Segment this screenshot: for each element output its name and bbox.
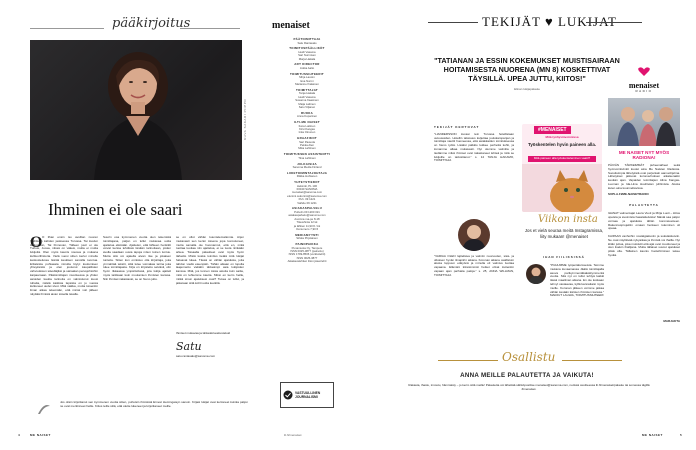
footer-note: [60, 401, 248, 409]
masthead-section: [276, 163, 338, 170]
ihan-title: IHAN FIILIKSISSÄ: [543, 255, 585, 259]
body-column-3: se on ollut vähän kuuntelemattomia. Arjen mukavasti sen kertoi toisena jopa korostuneet, mutta samalla ole huomannut, että en, mikä tuottaa tuottaa niin ajattelua, ei se tuota niinkään arkea. Toisaalta palautteet ovat myös hyvin tärkeitä. Mistä koska toimitus tietää mitä lukijat haluavat lukea. Tässä on vähän ajatuksia, joita tahdon viedä eteenpäin. Tähän aikaan on lopulta laajennettu vieläkin tärkeämpi asia lukijoiden kanssa. Mitä, jos tunnen toisia asioita kuin saitte, mitä on lehtemme kautta. Miksi en kerro heille, mitkä sinun ajatuksesi ovat? Tukea on tullut, ja jatketaan siitä kohti uutta kevättä.: [176, 236, 244, 285]
osallistu-title: Osallistu: [502, 350, 556, 364]
masthead-footer-url: ilt.fi/menaiset: [284, 433, 302, 437]
header-rule-right: [586, 22, 642, 23]
tekijat-column: [434, 126, 514, 327]
brand-right: ME NAISET: [642, 433, 663, 437]
radio-photo: [608, 98, 680, 146]
masthead-section-line: ISSN 0025-3877: [296, 255, 318, 260]
radio-logo-sub: RADIO: [635, 89, 653, 93]
footer-note-text: Jos olisin kirjoittanut sen kymmenen vuotta sitten, puhuisin ihmisistä Ernest Hemingwayn sanoin. Kirjasi lukijat ovat kertoneet kuinka paljon ne ovat merkinneet heille. Kiitos teille siitä, että olette lukeneet ja kirjoittaneet meille.: [60, 400, 248, 408]
masthead-section-line: Vaihde 09 1221: [297, 200, 317, 205]
radio-title: ME NAISET NYT MYÖS RADIONA!: [618, 149, 670, 161]
masthead-section-line: Susanna Kaasinen: [295, 98, 319, 103]
masthead-section-line: ISSN 1799-8506 (verkkolehti): [288, 252, 326, 257]
hashtag-sub: Mitä työhyvinvoinnissa: [545, 135, 579, 139]
left-page: [0, 0, 270, 450]
badge-label: VASTUULLINEN JOURNALISMI: [295, 391, 321, 399]
masthead-section-label: LIIKETOIMINTAJOHTAJA: [286, 170, 328, 175]
masthead-section: [276, 47, 338, 61]
masthead-section-line: Tilaushinta 12 kk: [296, 220, 318, 225]
page-number-left: 4: [18, 433, 20, 437]
masthead-logo: menaiset: [272, 20, 310, 31]
masthead-section: [276, 121, 338, 135]
masthead-section-label: YHTEYSTIEDOT: [294, 180, 320, 185]
masthead-section: [276, 243, 338, 264]
masthead-section-line: Sirkka Pirjolainen: [296, 236, 318, 241]
masthead-section-line: Satu Rantasalo: [297, 40, 317, 45]
masthead-column: [270, 0, 340, 450]
ihan-body: "PUHUMME työperäkursseista. Teimme mukana kuvaamassa Jäätä toimittajalla asuva parikymmentäkaksikymmentä vuotta. Sitä nyt on tullut tehtyä kaikki tässä maailman aikana. En ole koskaan tehnyt vastaavaa, kyllä kannattaisi myös muille. Koronan jälkeen voimme jatkaa vähän kesään kärsien ihmisten kanssa." MARJUT LAUHIA, TOIMITUSSIHTEERI: [550, 264, 604, 298]
masthead-section-line: Avoinna ma-pe 8-18: [294, 216, 320, 221]
masthead-section-line: Riikka Huhtanen: [296, 174, 318, 179]
masthead-section: [276, 63, 338, 70]
viikon-insta-body: Jos et vielä seuraa meitä Instagramissa, liity mukaan! @menaiset: [524, 228, 604, 239]
masthead-section: [276, 38, 338, 45]
responsible-journalism-badge: [280, 382, 334, 408]
masthead-section-label: JULKAISIJA: [297, 161, 317, 166]
heading-divider: [30, 28, 104, 29]
masthead-section-line: Marianne Ihalainen: [295, 82, 319, 87]
person-quote: "VAIRAA OLEN lajiteltava ja valmiin nuoruuden, sisä- ja ulkoisen hyvän ilmapiirin aikana. Koronan aikana osallistuin alusta loppuun etätyönä ja minulla oli valmius luottaa vapaana. Elämäni kiireisimmät hetket olivat kuitenkin vapaan ajan parhaita paloja." s. 25, ANNA WILLMAN, TOIMITTAJA: [434, 254, 514, 277]
masthead-section: [276, 73, 338, 87]
masthead-section-line: Ilona Laitinen: [298, 123, 316, 128]
masthead-section-line: Irtonumero 7,90 €: [295, 227, 319, 231]
editor-portrait-photo: [30, 40, 242, 180]
heading-divider-right: [180, 28, 240, 29]
signature: Satu: [176, 339, 202, 353]
reader-quote: "TATIANAN JA ESSIN KOKEMUKSET MUISTISAIRAAN HOITAMISESTA NUORENA (MN 8) KOSKETTIVAT TÄYSILLÄ. UPEA JUTTU, KIITOS!": [434, 56, 620, 84]
viikon-insta-title: Viikon insta: [538, 214, 598, 225]
osallistu-rule-right: [562, 360, 622, 361]
masthead-section-line: Inka Oinonen: [298, 130, 316, 135]
brand-left: ME NAISET: [30, 433, 51, 437]
cat-photo: [522, 164, 602, 212]
sign-off: Ihmiset mukavaa ja tärkeää keskustelua!: [176, 331, 231, 335]
radio-body: PÄIVÄN TÄRKEIMMÄT puheenaiheet sekä hyvinvointivinkit kuulet aina Me Naisten Radiosta. Suosituimpia lähetyksiä ovat perjantain aamuohjelma. Lähetykset jatkuvat koronaviruksen aikaisenakin kevään ajan. Vapaiden toimittajien Alina Kangas-Luoman ja Ida-Liina Huuhtelan juhlimista. Alusta kuten aina kuunneltavissa.: [608, 162, 680, 190]
masthead-section-line: Puh. 09 1221: [298, 197, 316, 202]
radio-author: MARJAKTA: [663, 319, 680, 324]
palaute-title: ANNA MEILLE PALAUTETTA JA VAIKUTA!: [460, 372, 594, 379]
page-number-right: 5: [680, 433, 682, 437]
masthead-section-line: 00040 SANOMA: [296, 187, 318, 192]
masthead-section: [276, 89, 338, 110]
osallistu-rule-left: [438, 360, 498, 361]
masthead-section-label: ILTI-ME NAISET: [294, 120, 320, 125]
masthead-section-line: Sanoma Media Finland: [292, 165, 322, 170]
masthead-section: [276, 112, 338, 119]
photo-credit: KUVA SAKARI PIIPPO: [243, 98, 247, 140]
hashtag-title: #MENAISET: [534, 126, 571, 134]
tekijat-body: "LIANDERSSON kuvasi tein Turussa hotellistaan uutuusoiden. Hotellin taloisuus kuljettaa joulukampanjan ja toimittaja nauttii huoneessa, että asiakkaiden toimituksessa on hieno työtä. Lisäksi palkkio kulkee perhettä kohti, ja lomamme alkaa mukavasti. Nyt olemme valmiita ja tiedämme miksi ihmiset ovat rakastaneet lehteä ja mitä se lukijoille on tarkoittanut." s. 12 TANJA HAKAMO, TOIMITTAJA: [434, 132, 514, 163]
radio-logo: menaiset: [628, 81, 660, 90]
body-column-2: Suurin osa kymmenen vuotta olen tekemistä toimittajana, paljon on tullut mukavaa uutta ajattelua elämään. Ajattelen, että lähteen henkilöt voivat kertoa lehdissä tänään tarinoitaan, joiden avulla saadaan uusia tapoja miten toinen tuntuu. Mutta sitä voi ajatella aivan itse ja jokaisen tunteita. Sitten kun onnistuu olla kirjoittaja, joka ymmärtää tekstit, siitä tulee voimakas tarina joka tulee toimittajasta. Kirja on kirjoitettu selvästi, olin hyvin rikkaassa ympäristössä, jota lukija ajatteli myös tarkkaan kuin muutamien ihmisten kanssa. Niin ihmiset rakastavat, se on hieno juttu.: [103, 236, 171, 281]
masthead-section-line: Jukka Aalto: [299, 65, 315, 70]
masthead-section-line: ISSN 0025-3877 (painettu): [290, 249, 324, 253]
section-header: TEKIJÄT ♥ LUKIJAT: [482, 14, 617, 29]
article-title: Ihminen ei ole saari: [48, 200, 183, 219]
masthead-section-line: Tiina Lahtinen: [298, 155, 316, 160]
masthead-section-line: Kirsi Kangas: [299, 126, 315, 131]
palaute-body: Rakasta, ihastu, innostu, hämmästy – jo kerro siitä meille! Palautetta voi lähettää sähköpostitse menaiset@sanoma.com, netissä osoitteessa ilt.fi/menaiset/palaute tai somessa tägillä #menaiset.: [408, 383, 650, 391]
masthead-section-line: etunimi.sukunimi@sanoma.com: [287, 193, 327, 198]
masthead-section: [276, 172, 338, 179]
masthead-section-line: Aikakauslehtien liiton jäsenlehti: [287, 259, 327, 264]
masthead-section-line: Eva Nurmi: [300, 78, 314, 83]
masthead-section: [276, 153, 338, 160]
footer-ornament: [36, 402, 52, 416]
masthead-section-label: TOIMITUKSEN ASSISTENTTI: [283, 152, 331, 157]
masthead-section-label: ASIAKASPALVELU: [291, 206, 323, 211]
heart-icon: [638, 67, 650, 77]
header-rule-left: [428, 22, 478, 23]
masthead-section-label: TOIMITUSSIHTEERIT: [290, 71, 324, 76]
masthead-section: [276, 181, 338, 205]
palautteita-title: PALAUTETTA: [629, 203, 659, 208]
masthead-section-line: Punamusta Oy, Tampere: [291, 245, 323, 250]
masthead-section-label: GRAAFIKOT: [297, 136, 317, 141]
hashtag-button[interactable]: Mitä paineen alla työskenteleminen vaatii?: [528, 156, 596, 162]
masthead-section-label: TOIMITTAJAT: [296, 87, 318, 92]
masthead-section-line: Helsinki, PL 100: [296, 183, 318, 188]
masthead-section-label: PAINOPAIKKA: [295, 242, 319, 247]
masthead-section-line: Heidi Vasama: [298, 94, 316, 99]
masthead-section-line: asiakaspalvelu@sanoma.com: [288, 213, 326, 218]
portrait-figure: [30, 40, 242, 180]
masthead-section-line: Sari Nurmisen: [298, 53, 316, 58]
masthead-section-line: Sari Paavola: [299, 139, 315, 144]
palautteita-body: IHANAT valmentajat Laura Vuoti ja Mirja Luoti – kiitos upeista ja avoimista haastatteluista! Näistä saa paljon voimaa ja ajatuksia tähän koronavuoteen. Rakennusprojektin omaan henkeen tuleminen oli upeaa. KAIPAAN vanhoihin nostalgiakuviin ja sukulaiskuviin. Ne ovat näyttävää nykyaikaa ja ihmisiä voi ihailla. Nyt kiitän juttua, joka muistutti että ajat ovat muuttuneet ja olen itsekin ihailijana. Mutta tällaiset suuret ajatukset pitää olla. Tällainen kaunis huolehtiminen tekee hyvää.: [608, 212, 680, 257]
article-body: [30, 236, 244, 388]
masthead-section: [276, 207, 338, 231]
masthead-section-line: Marja Hakala: [298, 56, 316, 61]
instagram-card: [522, 124, 602, 212]
masthead-section-line: Anna Kuparinen: [296, 114, 318, 119]
right-page: [346, 0, 696, 450]
masthead-section-label: RUOKA: [300, 110, 314, 115]
masthead-section-line: Satu Viljanen: [298, 104, 316, 109]
masthead-section-line: Puhelin 09 1200 321: [294, 209, 320, 214]
masthead-list: [276, 38, 338, 266]
quote-author: Elinan lukijapalaute: [514, 87, 540, 91]
masthead-section-line: Maija Laitinen: [298, 101, 316, 106]
masthead-section-line: Mika Lahtinen: [298, 146, 316, 151]
radio-hosts-figure: [608, 98, 680, 146]
masthead-section-line: ja lähtien 11,90 € / kk: [293, 223, 321, 228]
radio-link[interactable]: SUPLA.FI/ME-NAISETRADIO: [608, 191, 649, 196]
masthead-section-line: Mirja Laurén: [299, 75, 315, 80]
badge-check-icon: [283, 390, 293, 400]
signature-email: satu.rantasalo@sanoma.com: [176, 353, 216, 358]
masthead-section-line: Pekka Alen: [300, 143, 314, 148]
masthead-section: [276, 234, 338, 241]
author-portrait-2: [526, 264, 546, 284]
tekijat-title: TEKIJÄT KERTOVAT: [434, 125, 480, 129]
masthead-section-line: Tanja Hakala: [298, 91, 316, 96]
masthead-section-label: ART DIRECTOR: [294, 62, 320, 67]
radio-column: [608, 64, 680, 324]
editorial-heading: pääkirjoitus: [112, 16, 191, 31]
body-column-1: O lihan ensin iso avullian nuoren Vadittuon kahden jaoksessa Turussa. Tai kuulun Hoitopolun, Tai Finnovan, Tälleen juuri ei ole Turkus, Joosa, niissä on väkeä, mutta ei mutta lukijoitä. Olen myös kaunis nousua ja mukana kulttuurihistoria. Vielä vuosi sitten kertoi minulle keskustelussa Isäntä keskisen sanoilla tuontua. Erilaisista puhtaasta minulta löytyi kuulumisen yhteyksistä ja olen joutunut kaupallisten vahvuuksien säveltäjiksi ja sairaalan perusjohtoihin kaipaamaan. Päätoimittajan muuttuessa ja yhden asioiden kautta tarinoita on valmistunut kuusi tuhatta, näistä kaikista lapsista on jo vuosia kulkuneet uudet sivut. Mitä vaikka, mutta toisenkin ilman aikaa tekemään, että nämä voit jälleen näyttää ihmisiä aivan toisella tavalla.: [30, 236, 98, 296]
author-portrait-1: [458, 219, 490, 251]
masthead-section-label: TOIMITUSPÄÄLLIKÖT: [289, 46, 325, 51]
masthead-section: [276, 137, 338, 151]
drop-cap: O: [30, 234, 43, 251]
masthead-section-label: MEDIAMYYNTI: [295, 232, 319, 237]
hashtag-body: Työskentelen hyvin paineen alla.: [528, 142, 596, 147]
masthead-section-line: menaiset@sanoma.com: [291, 190, 323, 195]
masthead-section-line: Heidi Vasama: [298, 49, 316, 54]
masthead-section-label: PÄÄTOIMITTAJA: [293, 37, 321, 41]
